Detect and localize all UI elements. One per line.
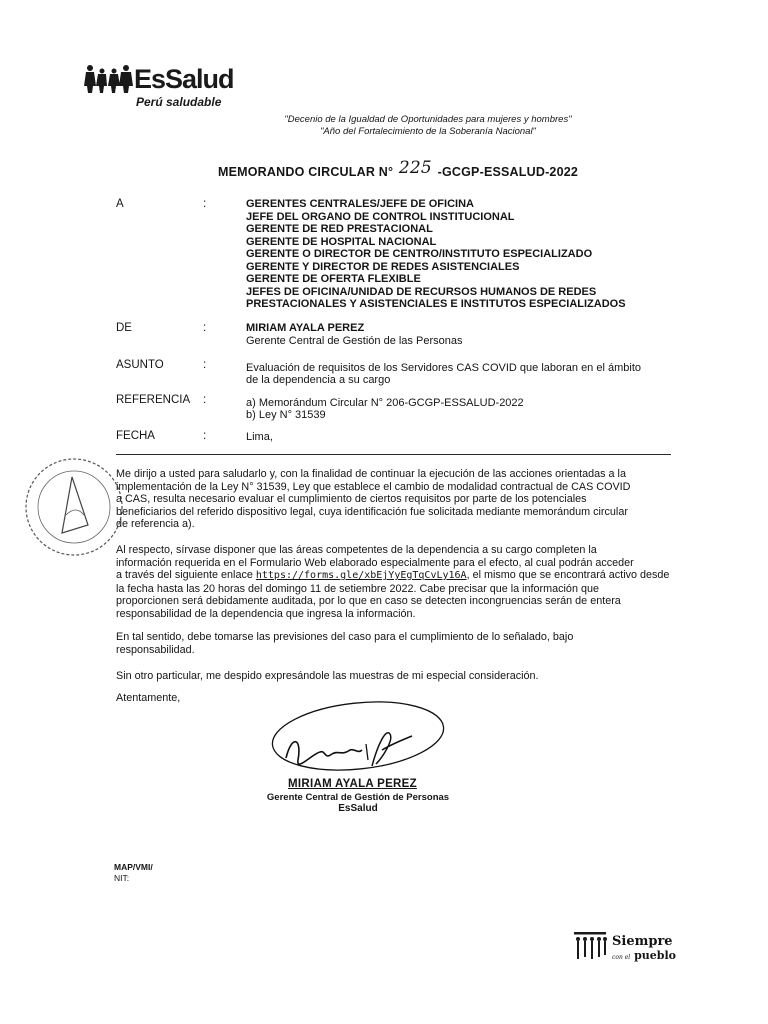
memo-title [218,158,579,181]
paragraph-line: Al respecto, sírvase disponer que las áreas competentes de la dependencia a su cargo completen la [116,544,597,556]
recipient-item: JEFE DEL ORGANO DE CONTROL INSTITUCIONAL [246,210,515,223]
recipient-item: GERENTE Y DIRECTOR DE REDES ASISTENCIALES [246,260,520,273]
recipient-item: PRESTACIONALES Y ASISTENCIALES E INSTITUTOS ESPECIALIZADOS [246,298,626,310]
paragraph-4: Sin otro particular, me despido expresándole las muestras de mi especial consideración. [116,670,539,682]
subject-label: ASUNTO [116,359,164,371]
signature-name: MIRIAM AYALA PEREZ [288,778,417,790]
pueblo-line [612,949,676,962]
subject-line-1: Evaluación de requisitos de los Servidores CAS COVID que laboran en el ámbito [246,362,641,374]
paragraph-line: responsabilidad de la dependencia que ingresa la información. [116,607,416,620]
institution-seal-icon [22,455,126,559]
memo-number: 225 [398,158,432,178]
initials-line: MAP/VMI/ [114,862,153,872]
logo-tagline: Perú saludable [136,95,222,109]
from-colon: : [203,322,207,334]
initials-block [114,862,153,884]
to-label: A [116,198,124,210]
motto-line-2: "Año del Fortalecimiento de la Soberanía Nacional" [320,126,536,137]
pueblo-text: pueblo [634,949,676,962]
subject-colon: : [203,359,207,371]
paragraph-text: , el mismo que se encontrará activo desde [466,569,670,581]
recipient-item: JEFES DE OFICINA/UNIDAD DE RECURSOS HUMANOS DE REDES [246,285,597,298]
paragraph-2 [116,544,672,620]
initials-nit: NIT: [114,873,130,883]
recipients-list [246,198,626,311]
reference-a: a) Memorándum Circular N° 206-GCGP-ESSALUD-2022 [246,397,524,409]
reference-label: REFERENCIA [116,394,191,406]
recipient-item: GERENTE DE RED PRESTACIONAL [246,223,433,235]
paragraph-line [116,569,672,583]
paragraph-line: responsabilidad. [116,643,195,656]
memo-title-prefix: MEMORANDO CIRCULAR N° [218,165,394,179]
paragraph-line: implementación de la Ley N° 31539, Ley que establece el cambio de modalidad contractual de CAS COVID [116,480,631,493]
recipient-item: GERENTE O DIRECTOR DE CENTRO/INSTITUTO ESPECIALIZADO [246,248,593,260]
paragraph-1 [116,468,672,531]
memo-title-suffix: -GCGP-ESSALUD-2022 [437,165,579,179]
paragraph-line: de referencia a). [116,518,195,530]
people-figures-icon [572,930,610,964]
paragraph-line: Me dirijo a usted para saludarlo y, con la finalidad de continuar la ejecución de las acciones orientadas a la [116,468,626,480]
closing-text: Atentamente, [116,692,181,704]
paragraph-3 [116,631,672,656]
reference-b: b) Ley N° 31539 [246,409,326,421]
handwritten-signature-icon [262,694,452,786]
siempre-word: Siempre [612,934,673,949]
from-role: Gerente Central de Gestión de las Personas [246,335,463,347]
paragraph-text: a través del siguiente enlace [116,569,253,581]
recipient-item: GERENTE DE HOSPITAL NACIONAL [246,235,437,248]
paragraph-line: proporcionen será debidamente auditada, por lo que en caso se detecten incongruencias serán de entera [116,595,621,607]
date-value: Lima, [246,431,273,443]
recipient-item: GERENTE DE OFERTA FLEXIBLE [246,273,421,285]
essalud-logo [84,62,244,114]
from-name: MIRIAM AYALA PEREZ [246,322,365,334]
from-label: DE [116,322,132,334]
paragraph-line: beneficiarios del referido dispositivo legal, cuya identificación fue solicitada mediante memorándum circular [116,505,628,518]
logo-name: EsSalud [134,64,234,94]
signature-role: Gerente Central de Gestión de Personas [266,792,450,803]
paragraph-line: información requerida en el Formulario Web elaborado especialmente para el efecto, al cual podrán acceder [116,556,634,569]
to-colon: : [203,198,207,210]
paragraph-line: En tal sentido, debe tomarse las previsiones del caso para el cumplimiento de lo señalado, bajo [116,631,574,643]
recipient-item: GERENTES CENTRALES/JEFE DE OFICINA [246,198,474,210]
header-divider [116,454,671,455]
subject-line-2: de la dependencia a su cargo [246,374,391,386]
family-figures-icon [84,64,136,94]
motto-line-1: "Decenio de la Igualdad de Oportunidades para mujeres y hombres" [284,114,572,125]
reference-colon: : [203,394,207,406]
date-colon: : [203,430,207,442]
siempre-con-el-pueblo-logo [572,930,682,964]
date-label: FECHA [116,430,155,442]
form-link[interactable]: https://forms.gle/xbEjYyEgTqCvLy16A [255,570,467,581]
paragraph-line: la fecha hasta las 20 horas del domingo 11 de setiembre 2022. Cabe precisar que la información que [116,582,599,595]
signature-org: EsSalud [338,803,378,814]
con-el-text: con el [612,954,631,961]
paragraph-line: a CAS, resulta necesario evaluar el cumplimiento de ciertos requisitos por parte de los potenciales [116,493,587,505]
